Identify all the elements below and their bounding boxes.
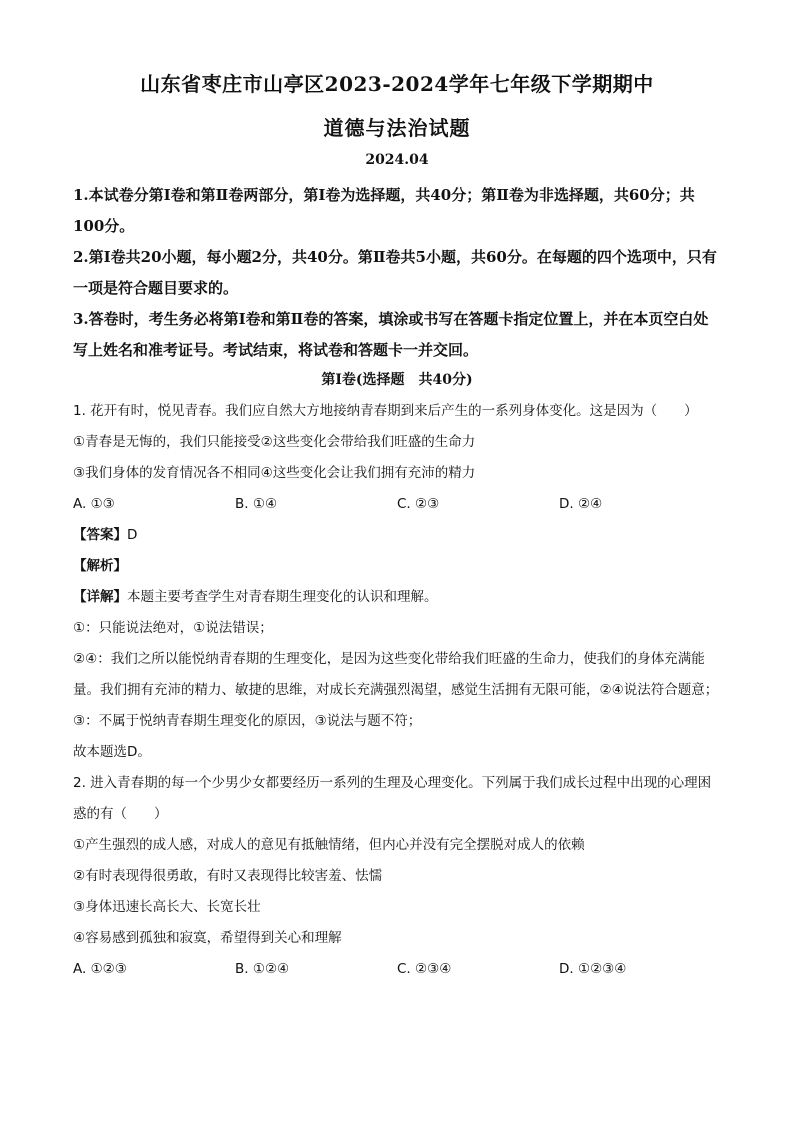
instruction-item: 3.答卷时，考生务必将第Ⅰ卷和第Ⅱ卷的答案，填涂或书写在答题卡指定位置上，并在本页空白处写上姓名和准考证号。考试结束，将试卷和答题卡一并交回。: [73, 310, 709, 359]
exam-instructions: [73, 180, 723, 366]
instruction-item: 1.本试卷分第Ⅰ卷和第Ⅱ卷两部分，第Ⅰ卷为选择题，共40分；第Ⅱ卷为非选择题，共60分；共100分。: [73, 186, 695, 235]
option-a: A. ①③: [73, 496, 115, 512]
answer-line: [73, 520, 723, 551]
option-d: D. ②④: [559, 496, 603, 512]
detail-tag: 【详解】: [73, 589, 127, 605]
detail-text: 本题主要考查学生对青春期生理变化的认识和理解。: [127, 589, 438, 605]
question-1-stem: 1. 花开有时，悦见青春。我们应自然大方地接纳青春期到来后产生的一系列身体变化。这是因为（ ）: [73, 403, 698, 419]
question-content: [73, 396, 723, 985]
analysis-tag: 【解析】: [73, 558, 127, 574]
option-d: D. ①②③④: [559, 961, 627, 977]
option-b: B. ①②④: [235, 961, 290, 977]
question-1-statement: ③我们身体的发育情况各不相同④这些变化会让我们拥有充沛的精力: [73, 465, 476, 481]
option-b: B. ①④: [235, 496, 278, 512]
question-2-statement: ②有时表现得很勇敢，有时又表现得比较害羞、怯懦: [73, 868, 383, 884]
question-2-statement: ③身体迅速长高长大、长宽长壮: [73, 899, 261, 915]
answer-tag: 【答案】: [73, 527, 127, 543]
option-a: A. ①②③: [73, 961, 127, 977]
option-c: C. ②③④: [397, 961, 452, 977]
question-2-statement: ④容易感到孤独和寂寞，希望得到关心和理解: [73, 930, 342, 946]
exam-subject-title: 道德与法治试题: [323, 116, 471, 140]
section-title: 第Ⅰ卷(选择题 共40分): [321, 372, 473, 388]
question-2-options: [73, 954, 723, 985]
question-2-stem: 2. 进入青春期的每一个少男少女都要经历一系列的生理及心理变化。下列属于我们成长过程中出现的心理困惑的有（ ）: [73, 775, 712, 822]
conclusion: 故本题选D。: [73, 744, 151, 760]
question-1-statement: ①青春是无悔的，我们只能接受②这些变化会带给我们旺盛的生命力: [73, 434, 476, 450]
instruction-item: 2.第Ⅰ卷共20小题，每小题2分，共40分。第Ⅱ卷共5小题，共60分。在每题的四个选项中，只有一项是符合题目要求的。: [73, 248, 717, 297]
question-2-statement: ①产生强烈的成人感，对成人的意见有抵触情绪，但内心并没有完全摆脱对成人的依赖: [73, 837, 585, 853]
detail-line: [73, 582, 723, 613]
exam-title: 山东省枣庄市山亭区2023-2024学年七年级下学期期中: [140, 72, 654, 96]
explanation-2: ②④：我们之所以能悦纳青春期的生理变化，是因为这些变化带给我们旺盛的生命力，使我们的身体充满能量。我们拥有充沛的精力、敏捷的思维，对成长充满强烈渴望，感觉生活拥有无限可能，②④说法符合题意；: [73, 651, 719, 698]
explanation-1: ①：只能说法绝对，①说法错误；: [73, 620, 273, 636]
answer-value: D: [127, 527, 138, 543]
option-c: C. ②③: [397, 496, 440, 512]
question-1-options: [73, 489, 723, 520]
exam-date: 2024.04: [365, 152, 429, 168]
explanation-3: ③：不属于悦纳青春期生理变化的原因，③说法与题不符；: [73, 713, 422, 729]
